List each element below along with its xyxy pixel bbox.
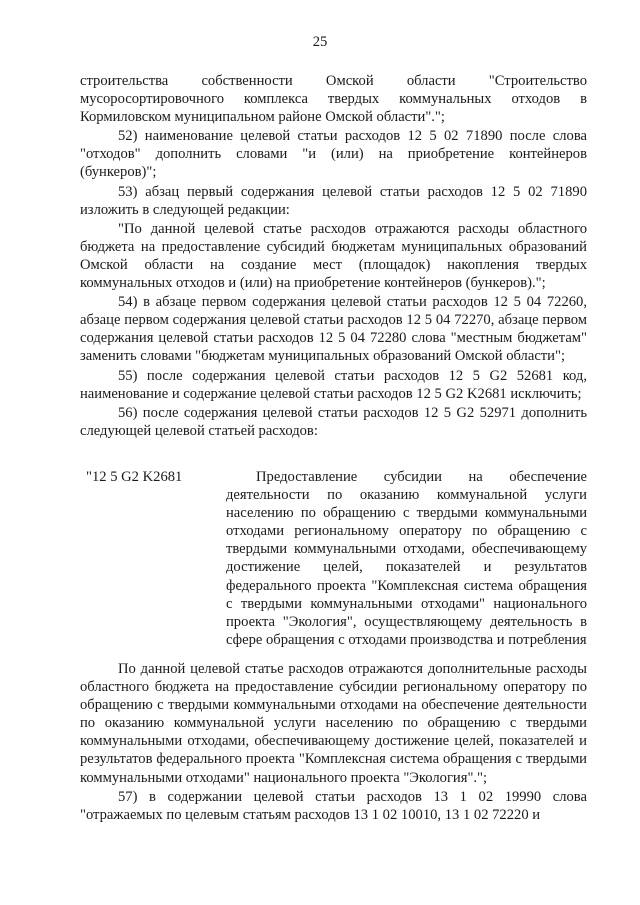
paragraph-continuation: строительства собственности Омской области "Строительство мусоросортировочного комплекса твердых коммунальных отходов в Кормиловском муниципальном районе Омской области"."; (80, 73, 587, 126)
paragraph-item-55: 55) после содержания целевой статьи расходов 12 5 G2 52681 код, наименование и содержание целевой статьи расходов 12 5 G2 K2681 исключить; (80, 367, 587, 402)
page-number: 25 (312, 34, 328, 50)
paragraph-item-53: 53) абзац первый содержания целевой статьи расходов 12 5 02 71890 изложить в следующей редакции: (80, 183, 587, 218)
budget-code-description: Предоставление субсидии на обеспечение деятельности по оказанию коммунальной услуги населению по обращению с твердыми коммунальными отходами региональному оператору по обращению с твердыми коммунальными отходами, обеспечивающему достижение целей, показателей и результатов федерального проекта "Комплексная система обращения с твердыми коммунальными отходами" национального проекта "Экология", осуществляющему деятельность в сфере обращения с отходами производства и потребления (226, 469, 587, 648)
paragraph-item-57: 57) в содержании целевой статьи расходов 13 1 02 19990 слова "отражаемых по целевым статьям расходов 13 1 02 10010, 13 1 02 72220 и (80, 788, 587, 823)
paragraph-item-53-quote: "По данной целевой статье расходов отражаются расходы областного бюджета на предоставление субсидий бюджетам муниципальных образований Омской области на создание мест (площадок) накопления твердых коммунальных отходов и (или) на приобретение контейнеров (бункеров)."; (80, 220, 587, 292)
body-text-top (80, 72, 587, 440)
budget-code-row (86, 468, 587, 649)
paragraph-item-54: 54) в абзаце первом содержания целевой статьи расходов 12 5 04 72260, абзаце первом содержания целевой статьи расходов 12 5 04 72270, абзаце первом содержания целевой статьи расходов 12 5 04 72280 слова "местным бюджетам" заменить словами "бюджетам муниципальных образований Омской области"; (80, 294, 587, 365)
body-text-bottom (80, 660, 587, 824)
paragraph-item-56-content: По данной целевой статье расходов отражаются дополнительные расходы областного бюджета на предоставление субсидии региональному оператору по обращению с твердыми коммунальными отходами на обеспечение деятельности по оказанию коммунальной услуги населению по обращению с твердыми коммунальными отходами, обеспечивающему достижение целей, показателей и результатов федерального проекта "Комплексная система обращения с твердыми коммунальными отходами" национального проекта "Экология"."; (80, 661, 587, 786)
budget-code: "12 5 G2 K2681 (86, 469, 183, 485)
paragraph-item-56: 56) после содержания целевой статьи расходов 12 5 G2 52971 дополнить следующей целевой статьей расходов: (80, 404, 587, 439)
paragraph-item-52: 52) наименование целевой статьи расходов 12 5 02 71890 после слова "отходов" дополнить словами "и (или) на приобретение контейнеров (бункеров)"; (80, 128, 587, 181)
